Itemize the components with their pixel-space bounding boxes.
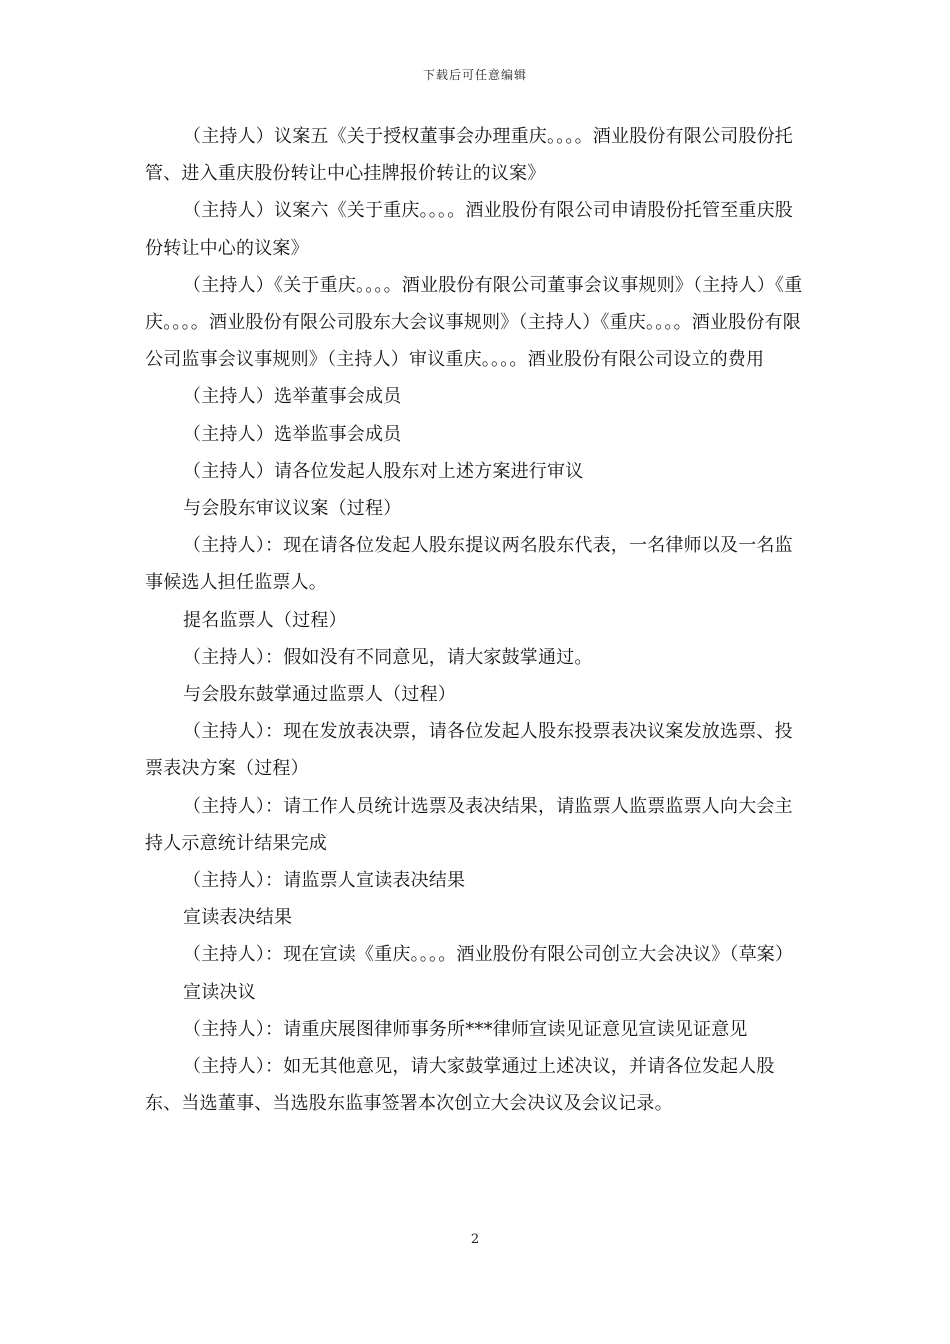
paragraph: （主持人）：假如没有不同意见，请大家鼓掌通过。: [183, 646, 593, 668]
paragraph: 提名监票人（过程）: [183, 609, 347, 631]
paragraph: （主持人）：现在请各位发起人股东提议两名股东代表，一名律师以及一名监事候选人担任监票人。: [145, 535, 793, 594]
paragraph: 宣读表决结果: [183, 907, 293, 929]
paragraph: （主持人）选举董事会成员: [183, 386, 402, 408]
paragraph: （主持人）：请重庆展图律师事务所***律师宣读见证意见宣读见证意见: [183, 1018, 748, 1040]
paragraph: 与会股东鼓掌通过监票人（过程）: [183, 684, 456, 706]
paragraph: （主持人）请各位发起人股东对上述方案进行审议: [183, 460, 584, 482]
paragraph: （主持人）议案六《关于重庆。。。。酒业股份有限公司申请股份托管至重庆股份转让中心的议案》: [145, 200, 793, 259]
page-header: 下载后可任意编辑: [422, 68, 527, 82]
paragraph: （主持人）：现在宣读《重庆。。。。酒业股份有限公司创立大会决议》（草案）: [183, 944, 794, 966]
paragraph: （主持人）议案五《关于授权董事会办理重庆。。。。酒业股份有限公司股份托管、进入重庆股份转让中心挂牌报价转让的议案》: [145, 126, 793, 185]
paragraph: （主持人）选举监事会成员: [183, 423, 402, 445]
paragraph: （主持人）《关于重庆。。。。酒业股份有限公司董事会议事规则》（主持人）《重庆。。。。酒业股份有限公司股东大会议事规则》（主持人）《重庆。。。。酒业股份有限公司监事会议事规则》（主持人）审议重庆。。。。酒业股份有限公司设立的费用: [145, 274, 803, 371]
paragraph: 与会股东审议议案（过程）: [183, 498, 402, 520]
paragraph: （主持人）：请监票人宣读表决结果: [183, 870, 466, 892]
paragraph: （主持人）：请工作人员统计选票及表决结果，请监票人监票监票人向大会主持人示意统计结果完成: [145, 795, 793, 854]
document-body: [145, 118, 810, 1122]
paragraph: 宣读决议: [183, 981, 256, 1003]
paragraph: （主持人）：如无其他意见，请大家鼓掌通过上述决议，并请各位发起人股东、当选董事、当选股东监事签署本次创立大会决议及会议记录。: [145, 1056, 775, 1115]
page-number: 2: [470, 1232, 480, 1247]
paragraph: （主持人）：现在发放表决票，请各位发起人股东投票表决议案发放选票、投票表决方案（过程）: [145, 721, 793, 780]
